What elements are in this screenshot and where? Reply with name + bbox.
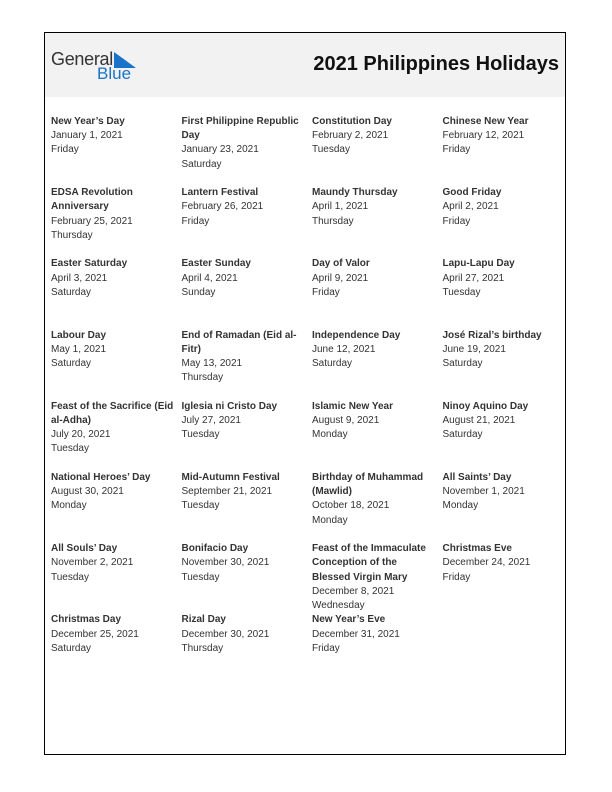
holiday-item bbox=[182, 257, 313, 328]
holiday-name: Christmas Day bbox=[51, 614, 122, 626]
logo-general-text: General bbox=[51, 49, 113, 69]
holiday-day: Monday bbox=[312, 514, 348, 526]
holiday-name: Good Friday bbox=[442, 187, 502, 199]
holiday-day: Wednesday bbox=[312, 599, 365, 611]
holiday-date: April 3, 2021 bbox=[51, 272, 108, 284]
holiday-item bbox=[182, 400, 313, 471]
holiday-date: December 31, 2021 bbox=[312, 628, 400, 640]
holiday-name: Islamic New Year bbox=[312, 400, 393, 412]
holiday-date: November 30, 2021 bbox=[181, 557, 270, 569]
logo-blue-text: Blue bbox=[97, 64, 132, 83]
holiday-day: Tuesday bbox=[51, 571, 89, 583]
holiday-day: Saturday bbox=[51, 642, 92, 654]
holiday-date: May 1, 2021 bbox=[51, 343, 107, 355]
holiday-item bbox=[443, 471, 574, 542]
holiday-item bbox=[182, 186, 313, 257]
holiday-day: Saturday bbox=[442, 429, 483, 441]
holiday-name: All Saints’ Day bbox=[442, 471, 512, 483]
holiday-item bbox=[443, 542, 574, 613]
page-frame bbox=[44, 32, 566, 755]
holiday-item bbox=[312, 115, 443, 186]
holiday-date: February 2, 2021 bbox=[312, 130, 389, 142]
holiday-item bbox=[443, 329, 574, 400]
holiday-day: Saturday bbox=[181, 158, 222, 170]
holiday-date: December 30, 2021 bbox=[181, 628, 270, 640]
holiday-day: Friday bbox=[442, 144, 471, 156]
holiday-name: National Heroes’ Day bbox=[51, 471, 151, 483]
holiday-name: José Rizal’s birthday bbox=[442, 329, 542, 341]
holiday-day: Thursday bbox=[181, 372, 224, 384]
holiday-item bbox=[443, 115, 574, 186]
holiday-date: December 24, 2021 bbox=[442, 557, 531, 569]
holiday-item bbox=[51, 115, 182, 186]
holiday-date: April 4, 2021 bbox=[181, 272, 238, 284]
holiday-day: Friday bbox=[312, 286, 340, 298]
holiday-item bbox=[182, 471, 313, 542]
logo bbox=[51, 49, 141, 83]
holiday-name: Iglesia ni Cristo Day bbox=[181, 400, 278, 412]
holiday-date: June 19, 2021 bbox=[442, 343, 506, 355]
holiday-day: Tuesday bbox=[181, 429, 220, 441]
holiday-item bbox=[312, 471, 443, 542]
holiday-day: Monday bbox=[51, 500, 87, 512]
holiday-item bbox=[51, 400, 182, 471]
holiday-day: Friday bbox=[442, 571, 471, 583]
holiday-name: First Philippine Republic Day bbox=[181, 116, 299, 142]
holiday-date: April 1, 2021 bbox=[312, 201, 369, 213]
holiday-grid bbox=[51, 115, 571, 685]
holiday-item bbox=[443, 186, 574, 257]
holiday-day: Tuesday bbox=[51, 443, 89, 455]
holiday-date: August 30, 2021 bbox=[51, 486, 124, 498]
holiday-date: January 23, 2021 bbox=[181, 144, 259, 156]
holiday-name: Maundy Thursday bbox=[312, 187, 398, 199]
holiday-date: December 8, 2021 bbox=[312, 585, 395, 597]
holiday-day: Saturday bbox=[51, 357, 92, 369]
holiday-date: December 25, 2021 bbox=[51, 628, 139, 640]
holiday-item bbox=[51, 542, 182, 613]
holiday-item bbox=[51, 471, 182, 542]
holiday-name: Chinese New Year bbox=[442, 116, 529, 127]
holiday-day: Friday bbox=[312, 642, 340, 654]
holiday-day: Monday bbox=[312, 429, 348, 441]
holiday-day: Friday bbox=[51, 144, 79, 156]
page-title: 2021 Philippines Holidays bbox=[313, 53, 559, 75]
holiday-day: Sunday bbox=[181, 286, 216, 298]
holiday-item bbox=[312, 329, 443, 400]
holiday-name: Mid-Autumn Festival bbox=[181, 471, 280, 483]
holiday-item bbox=[51, 186, 182, 257]
holiday-item bbox=[312, 542, 443, 613]
holiday-date: November 2, 2021 bbox=[51, 557, 134, 569]
holiday-day: Thursday bbox=[51, 229, 93, 241]
holiday-date: September 21, 2021 bbox=[181, 486, 273, 498]
holiday-name: Independence Day bbox=[312, 329, 401, 341]
holiday-name: Feast of the Immaculate Conception of the Blessed Virgin Mary bbox=[312, 543, 426, 583]
holiday-date: February 26, 2021 bbox=[181, 201, 264, 213]
holiday-day: Tuesday bbox=[442, 286, 481, 298]
holiday-day: Saturday bbox=[442, 357, 483, 369]
holiday-name: Labour Day bbox=[51, 329, 107, 341]
holiday-date: July 27, 2021 bbox=[181, 414, 241, 426]
holiday-item bbox=[443, 257, 574, 328]
holiday-date: February 12, 2021 bbox=[442, 130, 525, 142]
holiday-item bbox=[182, 542, 313, 613]
holiday-name: Rizal Day bbox=[181, 614, 226, 626]
holiday-name: EDSA Revolution Anniversary bbox=[51, 187, 133, 213]
holiday-day: Tuesday bbox=[312, 144, 350, 156]
holiday-name: All Souls’ Day bbox=[51, 543, 118, 555]
holiday-date: April 27, 2021 bbox=[442, 272, 505, 284]
holiday-name: Ninoy Aquino Day bbox=[442, 400, 529, 412]
holiday-item bbox=[182, 613, 313, 684]
holiday-date: February 25, 2021 bbox=[51, 215, 133, 227]
holiday-item bbox=[51, 613, 182, 684]
holiday-day: Thursday bbox=[181, 642, 224, 654]
holiday-name: Christmas Eve bbox=[442, 543, 512, 555]
holiday-name: Constitution Day bbox=[312, 116, 392, 127]
holiday-day: Thursday bbox=[312, 215, 354, 227]
holiday-day: Tuesday bbox=[181, 500, 220, 512]
holiday-item bbox=[182, 329, 313, 400]
holiday-item bbox=[51, 257, 182, 328]
holiday-date: January 1, 2021 bbox=[51, 130, 123, 142]
holiday-day: Saturday bbox=[51, 286, 92, 298]
holiday-date: April 2, 2021 bbox=[442, 201, 499, 213]
holiday-item bbox=[182, 115, 313, 186]
holiday-name: New Year’s Day bbox=[51, 116, 125, 127]
holiday-name: Bonifacio Day bbox=[181, 543, 249, 555]
holiday-date: August 21, 2021 bbox=[442, 414, 516, 426]
holiday-date: May 13, 2021 bbox=[181, 357, 243, 369]
holiday-item bbox=[51, 329, 182, 400]
holiday-name: Birthday of Muhammad (Mawlid) bbox=[312, 471, 424, 498]
holiday-item bbox=[312, 257, 443, 328]
holiday-item bbox=[312, 186, 443, 257]
holiday-item bbox=[312, 613, 443, 684]
holiday-date: October 18, 2021 bbox=[312, 500, 390, 512]
holiday-day: Friday bbox=[181, 215, 210, 227]
holiday-name: Feast of the Sacrifice (Eid al-Adha) bbox=[51, 400, 174, 426]
holiday-date: November 1, 2021 bbox=[442, 486, 525, 498]
holiday-date: August 9, 2021 bbox=[312, 414, 380, 426]
holiday-date: July 20, 2021 bbox=[51, 429, 111, 441]
holiday-date: April 9, 2021 bbox=[312, 272, 369, 284]
holiday-item bbox=[443, 400, 574, 471]
holiday-item bbox=[312, 400, 443, 471]
holiday-day: Tuesday bbox=[181, 571, 220, 583]
holiday-name: New Year’s Eve bbox=[312, 614, 386, 626]
holiday-name: Easter Sunday bbox=[181, 258, 251, 270]
holiday-name: End of Ramadan (Eid al-Fitr) bbox=[181, 329, 297, 355]
header-band bbox=[45, 33, 565, 97]
holiday-day: Friday bbox=[442, 215, 471, 227]
holiday-day: Monday bbox=[442, 500, 479, 512]
holiday-name: Day of Valor bbox=[312, 258, 370, 270]
holiday-day: Saturday bbox=[312, 357, 353, 369]
holiday-name: Lapu-Lapu Day bbox=[442, 258, 515, 270]
holiday-name: Lantern Festival bbox=[181, 187, 259, 199]
holiday-name: Easter Saturday bbox=[51, 258, 128, 270]
holiday-date: June 12, 2021 bbox=[312, 343, 376, 355]
